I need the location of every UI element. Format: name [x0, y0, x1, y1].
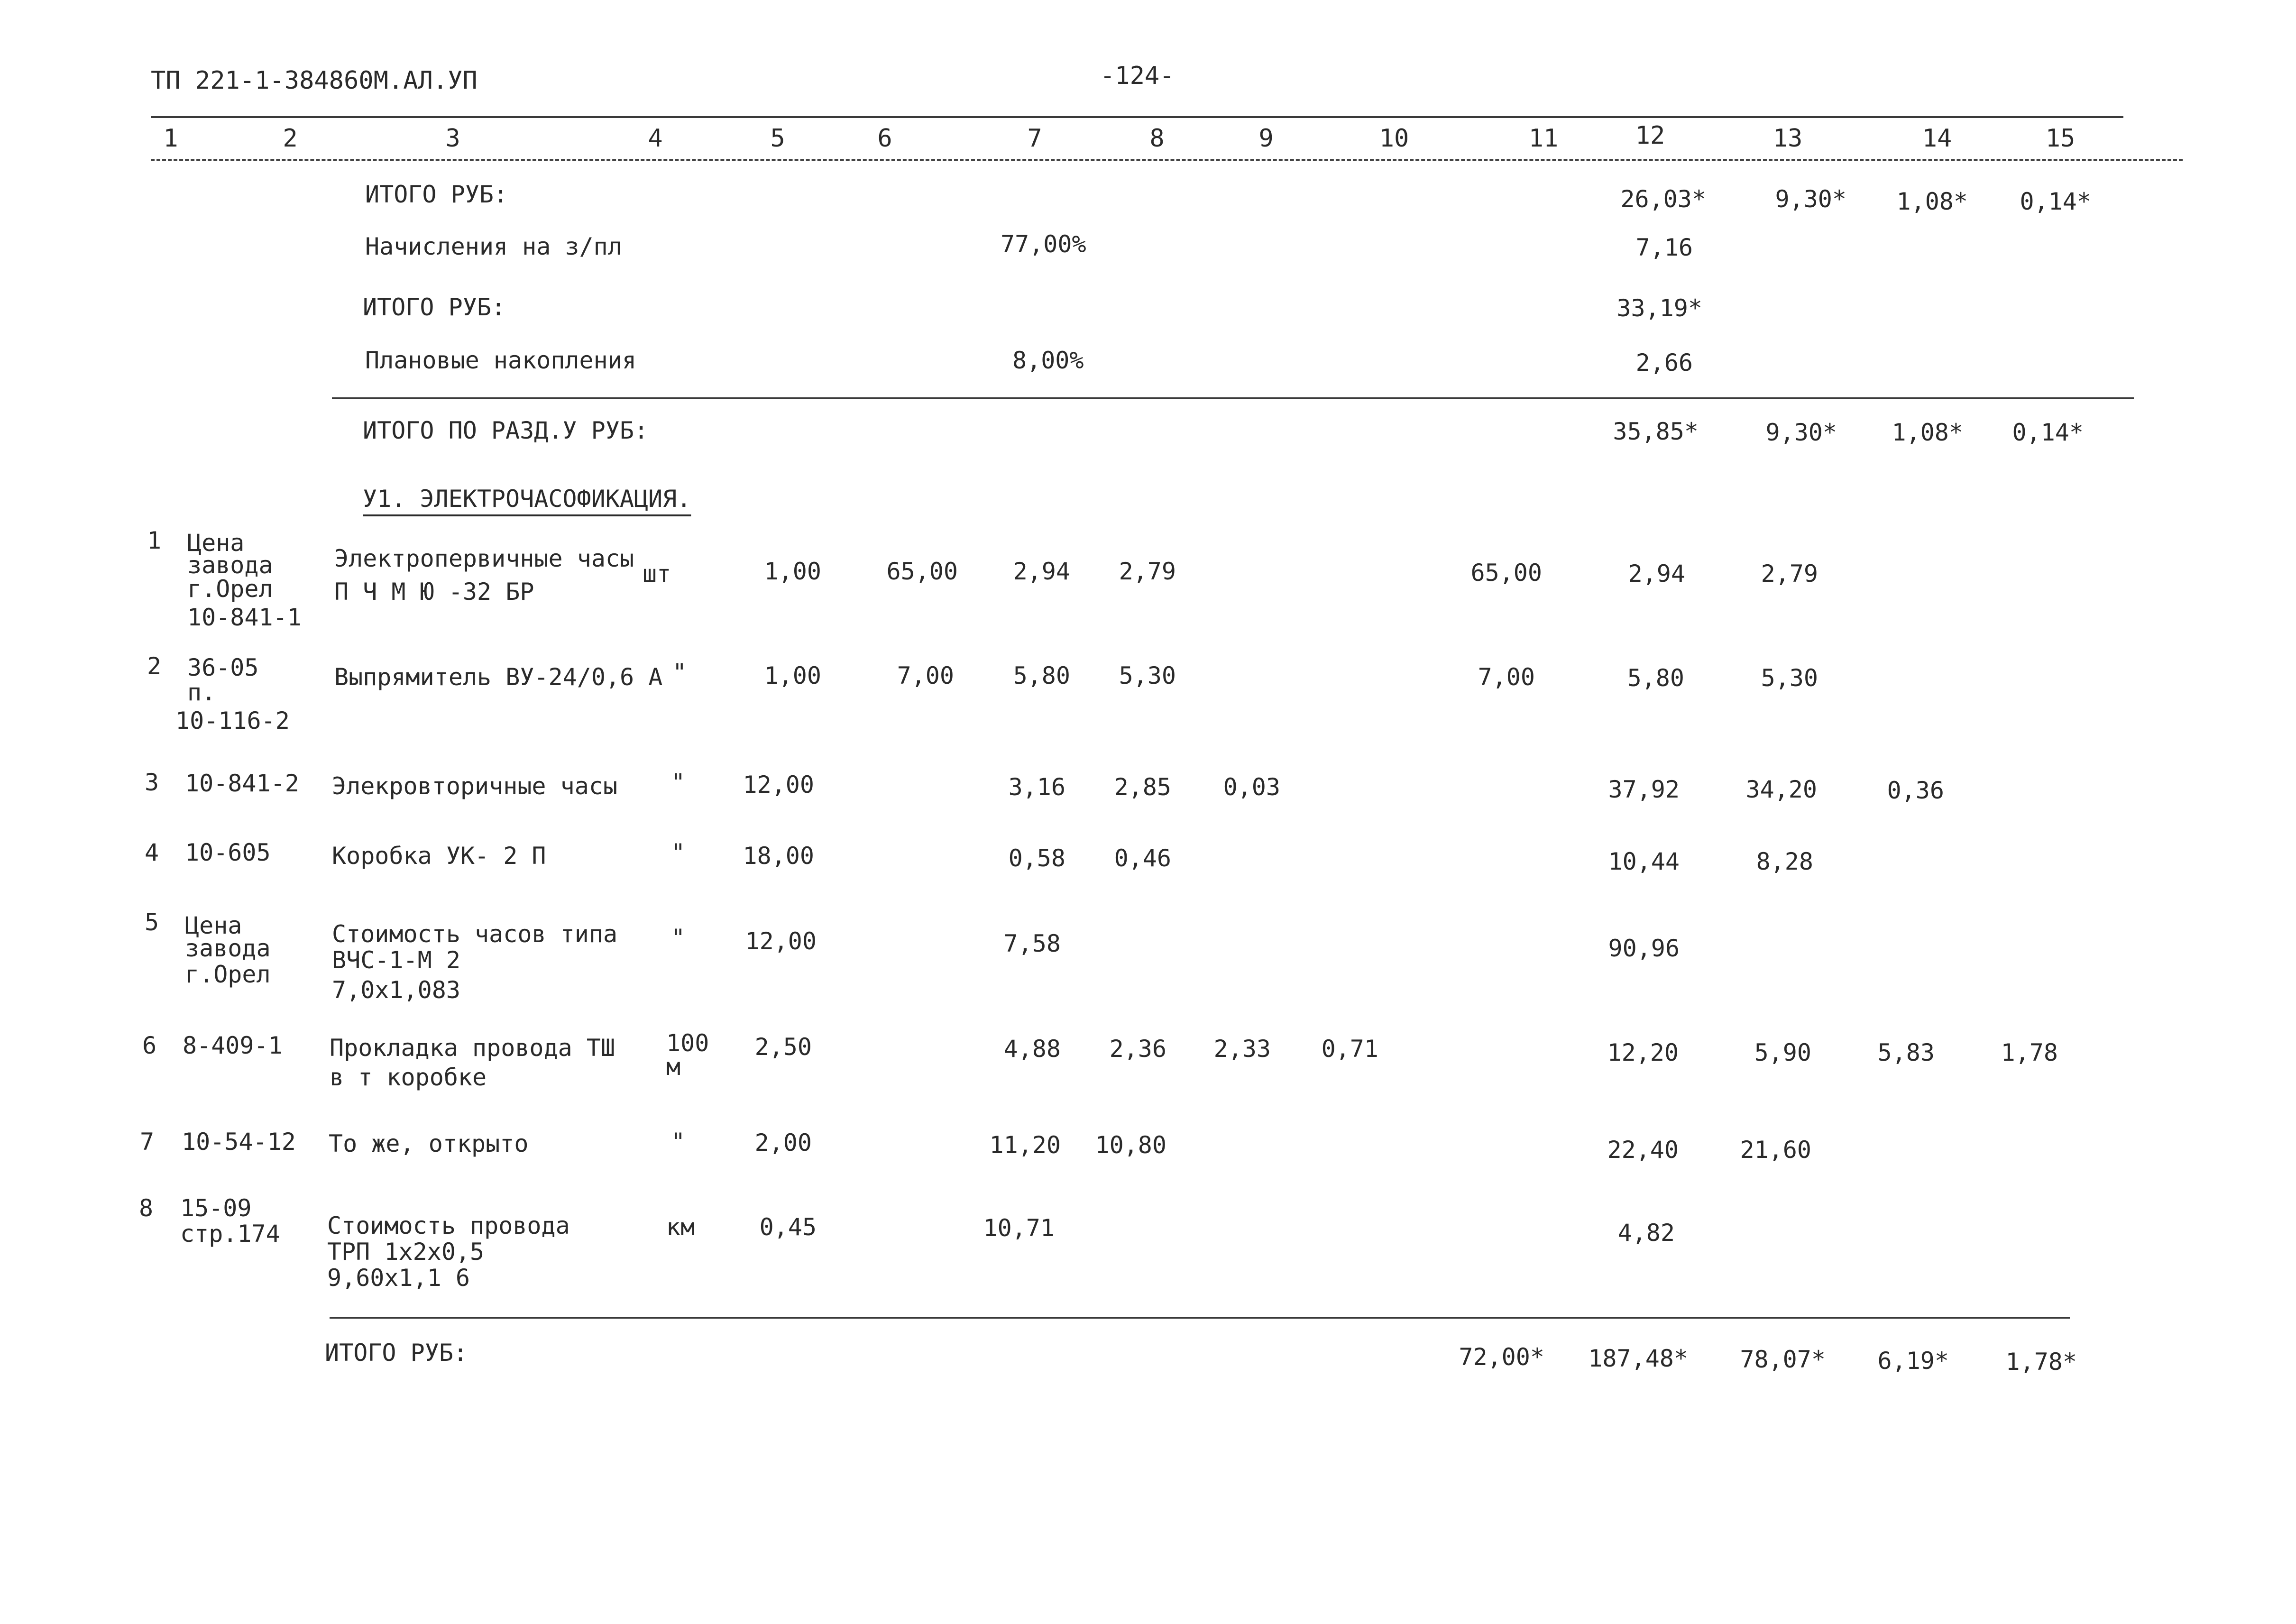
- col-8-value: 2,36: [1109, 1035, 1166, 1063]
- row-unit: км: [666, 1213, 695, 1241]
- summary-label: ИТОГО РУБ:: [365, 181, 508, 208]
- col-6-value: 65,00: [886, 558, 958, 585]
- row-number: 3: [145, 769, 159, 796]
- col-12-value: 4,82: [1617, 1219, 1675, 1247]
- column-number: 6: [877, 124, 892, 153]
- row-name: 7,0х1,083: [332, 976, 460, 1004]
- column-number: 9: [1258, 124, 1274, 153]
- col-12-value: 26,03*: [1620, 185, 1706, 213]
- column-number: 7: [1027, 124, 1042, 153]
- row-code: Цена: [185, 912, 242, 939]
- row-name: То же, открыто: [329, 1130, 529, 1157]
- charges-percent: 77,00%: [1001, 230, 1086, 258]
- row-code: г.Орел: [185, 961, 271, 988]
- col-12-value: 37,92: [1608, 776, 1680, 803]
- col-12-value: 35,85*: [1613, 418, 1699, 445]
- col-13-value: 21,60: [1740, 1136, 1811, 1164]
- col-10-value: 0,71: [1321, 1035, 1378, 1063]
- row-number: 1: [147, 527, 162, 554]
- page-number: -124-: [1100, 62, 1175, 90]
- row-number: 4: [145, 839, 159, 866]
- row-code: 10-116-2: [175, 707, 290, 734]
- col-12-value: 90,96: [1608, 935, 1680, 962]
- col-13-value: 34,20: [1745, 776, 1817, 803]
- col-13-value: 8,28: [1756, 848, 1813, 875]
- row-name: Стоимость провода: [327, 1212, 570, 1239]
- column-number: 4: [648, 124, 663, 153]
- column-number: 12: [1635, 121, 1665, 150]
- column-number: 14: [1922, 124, 1952, 153]
- row-code: 10-54-12: [182, 1128, 296, 1156]
- col-12-value: 5,80: [1627, 664, 1684, 692]
- row-unit: шт: [643, 560, 671, 587]
- col-14-value: 1,08*: [1896, 188, 1968, 215]
- column-number: 5: [770, 124, 785, 153]
- header-top-rule: [151, 116, 2123, 118]
- column-number: 1: [163, 124, 178, 153]
- col-13-value: 2,79: [1761, 560, 1818, 587]
- section-total-rule: [332, 397, 2134, 399]
- col-8-value: 10,80: [1095, 1131, 1166, 1159]
- col-9-value: 0,03: [1223, 773, 1280, 801]
- row-number: 5: [145, 908, 159, 936]
- document-code: ТП 221-1-384860М.АЛ.УП: [151, 66, 478, 95]
- row-name: Электропервичные часы: [334, 545, 634, 572]
- row-code: 36-05: [187, 654, 259, 681]
- col-15-value: 0,14*: [2020, 188, 2091, 215]
- col-13-value: 78,07*: [1740, 1346, 1826, 1373]
- row-unit: ": [671, 769, 686, 796]
- row-code: 10-841-1: [187, 604, 302, 631]
- row-name: ВЧС-1-М 2: [332, 946, 460, 974]
- col-5-value: 2,00: [754, 1129, 812, 1156]
- row-code: Цена: [187, 529, 245, 557]
- column-number: 3: [445, 124, 460, 153]
- row-code: 8-409-1: [183, 1032, 283, 1059]
- col-5-value: 1,00: [764, 662, 821, 689]
- col-8-value: 2,85: [1114, 773, 1171, 801]
- column-number: 10: [1379, 124, 1409, 153]
- column-number: 15: [2045, 124, 2076, 153]
- col-5-value: 12,00: [745, 927, 817, 955]
- row-code: 10-841-2: [185, 770, 299, 797]
- col-7-value: 5,80: [1013, 662, 1070, 689]
- col-7-value: 10,71: [983, 1214, 1055, 1242]
- planned-percent: 8,00%: [1012, 347, 1084, 374]
- col-15-value: 0,14*: [2012, 419, 2084, 446]
- row-number: 8: [139, 1194, 154, 1222]
- row-unit: 100 м: [666, 1029, 709, 1081]
- col-11-value: 65,00: [1470, 559, 1542, 587]
- col-7-value: 11,20: [989, 1131, 1061, 1159]
- col-9-value: 2,33: [1213, 1035, 1271, 1063]
- col-15-value: 1,78*: [2005, 1348, 2077, 1376]
- col-12-value: 33,19*: [1616, 294, 1702, 322]
- summary-label: Плановые накопления: [365, 347, 636, 374]
- row-unit: ": [672, 659, 687, 686]
- row-name: П Ч М Ю -32 БР: [334, 578, 534, 606]
- column-number: 11: [1528, 124, 1559, 153]
- summary-label: ИТОГО РУБ:: [363, 294, 506, 321]
- col-8-value: 0,46: [1114, 844, 1171, 872]
- row-code: стр.174: [180, 1220, 280, 1248]
- col-15-value: 1,78: [2001, 1039, 2058, 1066]
- row-number: 7: [140, 1128, 155, 1156]
- row-number: 6: [142, 1032, 157, 1059]
- col-14-value: 1,08*: [1892, 419, 1963, 446]
- col-8-value: 5,30: [1119, 662, 1176, 689]
- col-12-value: 7,16: [1635, 234, 1693, 261]
- col-13-value: 9,30*: [1765, 419, 1837, 446]
- section-title: У1. ЭЛЕКТРОЧАСОФИКАЦИЯ.: [363, 485, 691, 513]
- col-13-value: 9,30*: [1775, 185, 1846, 213]
- col-6-value: 7,00: [897, 662, 954, 689]
- row-unit: ": [671, 1128, 686, 1156]
- column-number: 8: [1149, 124, 1165, 153]
- col-13-value: 5,30: [1761, 664, 1818, 692]
- row-name: 9,60х1,1 6: [327, 1264, 470, 1292]
- col-14-value: 6,19*: [1877, 1347, 1949, 1375]
- col-14-value: 5,83: [1877, 1039, 1935, 1066]
- row-name: Прокладка провода ТШ: [330, 1034, 615, 1062]
- summary-label: ИТОГО ПО РАЗД.У РУБ:: [363, 417, 649, 444]
- column-number: 13: [1773, 124, 1803, 153]
- col-12-value: 187,48*: [1588, 1345, 1688, 1372]
- col-7-value: 2,94: [1013, 558, 1070, 585]
- col-12-value: 22,40: [1607, 1136, 1679, 1164]
- row-code: 15-09: [180, 1194, 252, 1222]
- col-11-value: 72,00*: [1459, 1343, 1544, 1371]
- row-code: завода: [185, 935, 271, 962]
- row-code: 10-605: [185, 839, 271, 866]
- final-total-rule: [330, 1317, 2070, 1319]
- col-12-value: 12,20: [1607, 1039, 1679, 1066]
- col-5-value: 18,00: [743, 842, 814, 870]
- row-code: г.Орел: [187, 575, 273, 603]
- row-code: п.: [187, 679, 216, 706]
- summary-label: ИТОГО РУБ:: [325, 1339, 468, 1367]
- col-8-value: 2,79: [1119, 558, 1176, 585]
- row-name: Выпрямитель ВУ-24/0,6 А: [334, 663, 663, 691]
- row-name: ТРП 1х2х0,5: [327, 1238, 485, 1266]
- col-12-value: 2,66: [1635, 349, 1693, 376]
- row-code: завода: [187, 551, 273, 579]
- row-name: в т коробке: [330, 1064, 487, 1091]
- col-7-value: 7,58: [1003, 930, 1061, 957]
- col-5-value: 1,00: [764, 558, 821, 585]
- col-13-value: 5,90: [1754, 1039, 1811, 1066]
- col-7-value: 4,88: [1003, 1035, 1061, 1063]
- summary-label: Начисления на з/пл: [365, 233, 622, 260]
- col-5-value: 0,45: [759, 1213, 817, 1241]
- col-14-value: 0,36: [1887, 777, 1944, 804]
- column-number: 2: [283, 124, 298, 153]
- col-12-value: 2,94: [1628, 560, 1685, 587]
- col-7-value: 3,16: [1008, 773, 1065, 801]
- row-name: Коробка УК- 2 П: [332, 842, 546, 870]
- col-5-value: 2,50: [754, 1033, 812, 1061]
- col-5-value: 12,00: [743, 771, 814, 798]
- row-name: Элекровторичные часы: [332, 772, 618, 800]
- col-12-value: 10,44: [1608, 848, 1680, 875]
- row-unit: ": [671, 924, 686, 952]
- col-7-value: 0,58: [1008, 844, 1065, 872]
- row-unit: ": [671, 839, 686, 866]
- header-bottom-rule: [151, 159, 2183, 161]
- row-number: 2: [147, 652, 162, 680]
- col-11-value: 7,00: [1478, 663, 1535, 691]
- row-name: Стоимость часов типа: [332, 920, 618, 948]
